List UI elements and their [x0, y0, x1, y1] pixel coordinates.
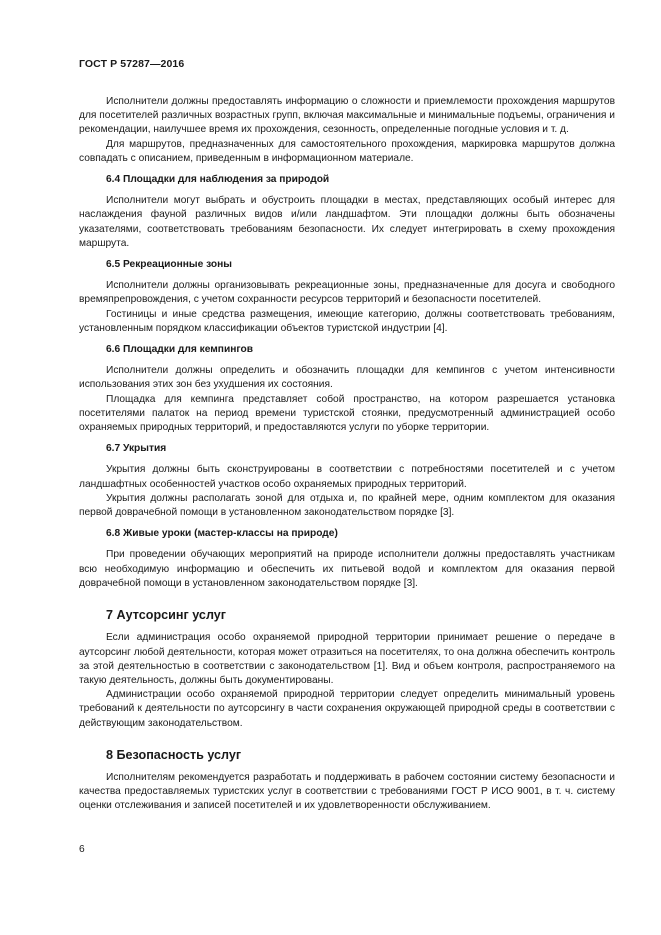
paragraph: Для маршрутов, предназначенных для самостоятельного прохождения, маркировка маршрутов должна совпадать с описанием, приведенным в информационном материале. [79, 138, 615, 164]
paragraph: Гостиницы и иные средства размещения, имеющие категорию, должны соответствовать требованиям, установленным порядком классификации объектов туристской индустрии [4]. [79, 308, 615, 334]
paragraph: Исполнители должны организовывать рекреационные зоны, предназначенные для досуга и свободного времяпрепровождения, с учетом сохранности ресурсов территорий и безопасности посетителей. [79, 280, 615, 306]
paragraph: Исполнителям рекомендуется разработать и поддерживать в рабочем состоянии систему безопасности и качества предоставляемых туристских услуг в соответствии с требованиями ГОСТ Р ИСО 9001, в т. ч. систему оценки отслеживания и записей посетителей и их удовлетворенности обслуживанием. [79, 771, 615, 812]
document-body [79, 95, 615, 814]
subsection-heading: 6.7 Укрытия [106, 443, 167, 455]
paragraph: Укрытия должны располагать зоной для отдыха и, по крайней мере, одним комплектом для оказания первой доврачебной помощи в установленном законодательством порядке [3]. [79, 492, 615, 519]
paragraph: Если администрация особо охраняемой природной территории принимает решение о передаче в аутсорсинг любой деятельности, которая может отразиться на посетителях, то она должна обеспечить контроль за этой деятельностью в соответствии с законодательством [1]. Вид и объем контроля, распространяемого на такую деятельность, должны быть документированы. [79, 632, 615, 686]
paragraph: Исполнители должны определить и обозначить площадки для кемпингов с учетом интенсивности использования этих зон без ухудшения их состояния. [79, 365, 615, 391]
document-header: ГОСТ Р 57287—2016 [79, 58, 185, 70]
subsection-heading: 6.5 Рекреационные зоны [106, 259, 232, 271]
section-heading: 8 Безопасность услуг [106, 747, 242, 762]
paragraph: При проведении обучающих мероприятий на природе исполнители должны предоставлять участникам всю необходимую информацию и обеспечить их питьевой водой и комплектом для оказания первой доврачебной помощи в установленном законодательством порядке [3]. [79, 549, 615, 589]
paragraph: Площадка для кемпинга представляет собой пространство, на котором разрешается установка посетителями палаток на период времени туристской стоянки, предусмотренный администрацией особо охраняемых природных территорий, и предоставляются услуги по уборке территории. [79, 393, 615, 434]
paragraph: Исполнители должны предоставлять информацию о сложности и приемлемости прохождения маршрутов для посетителей различных возрастных групп, включая максимальные и минимальные подъемы, ограничения и рекомендации, наилучшее время их прохождения, сезонность, определенные погодные условия и т. д. [79, 96, 615, 136]
section-heading: 7 Аутсорсинг услуг [106, 608, 227, 623]
subsection-heading: 6.6 Площадки для кемпингов [106, 344, 253, 356]
subsection-heading: 6.8 Живые уроки (мастер-классы на природе) [106, 528, 338, 540]
page-number: 6 [79, 844, 85, 855]
paragraph: Администрации особо охраняемой природной территории следует определить минимальный уровень требований к деятельности по аутсорсингу в части сохранения окружающей природной среды в соответствии с действующим законодательством. [79, 689, 615, 729]
paragraph: Исполнители могут выбрать и обустроить площадки в местах, представляющих особый интерес для наслаждения фауной различных видов и/или ландшафтом. Эти площадки должны быть обозначены указателями, соответствовать требованиям безопасности. Их следует интегрировать в схему прохождения маршрута. [79, 195, 615, 249]
subsection-heading: 6.4 Площадки для наблюдения за природой [106, 174, 330, 186]
paragraph: Укрытия должны быть сконструированы в соответствии с потребностями посетителей и с учетом ландшафтных особенностей участков особо охраняемых природных территорий. [79, 464, 615, 490]
